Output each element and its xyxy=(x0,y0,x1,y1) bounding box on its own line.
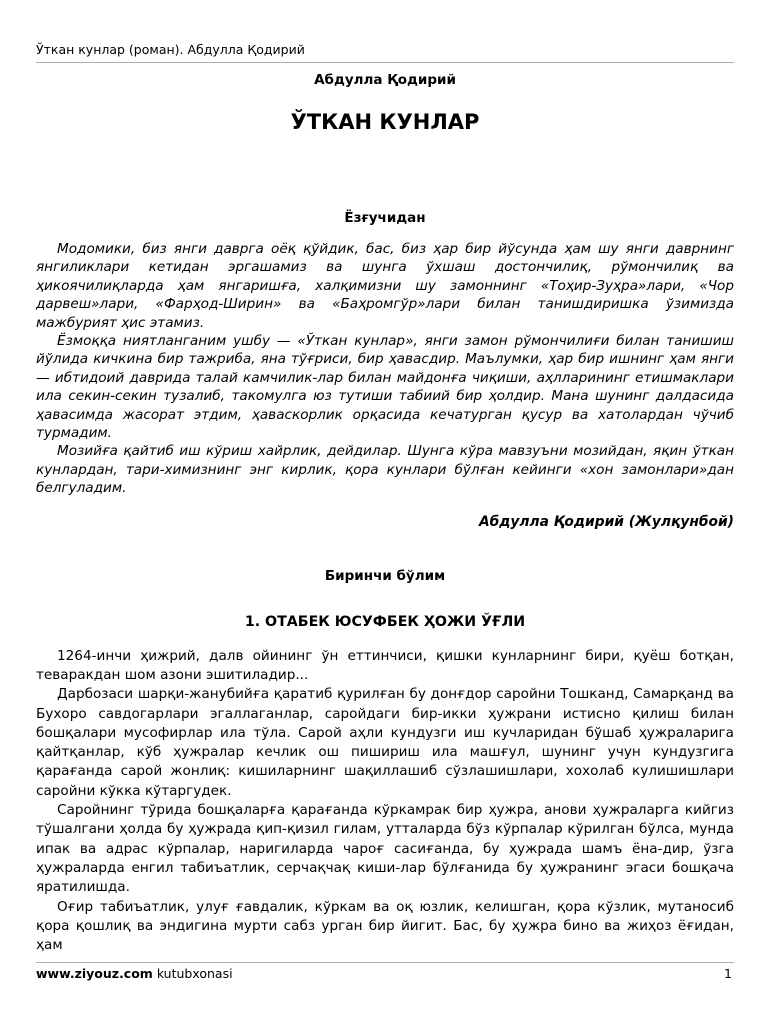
footer-source xyxy=(36,966,233,981)
author-signature: Абдулла Қодирий (Жулқунбой) xyxy=(478,513,734,530)
header-divider xyxy=(36,62,734,63)
preface-paragraph: Модомики, биз янги даврга оёқ қўйдик, бас, биз ҳар бир йўсунда ҳам шу янги даврнинг янгиликлари кетидан эргашамиз ва шунга ўхшаш достончилиқ, рўмончилиқ ва ҳикоячилиқларда ҳам янгаришға, халқимизни шу замоннинг «Тоҳир-Зуҳра»лари, «Чор дарвеш»лари, «Фарҳод-Ширин» ва «Баҳромгўр»лари билан танишдиришка ўзимизда мажбурият ҳис этамиз. xyxy=(36,241,734,331)
preface-text xyxy=(36,240,734,498)
chapter-paragraph: Саройнинг тўрида бошқаларға қарағанда кўркамрак бир ҳужра, анови ҳужраларга кийгиз тўшалгани ҳолда бу ҳужрада қип-қизил гилам, утталарда бўз кўрпалар кўрилган бўлса, мунда ипак ва адрас кўрпалар, наригиларда чароғ сасиғанда, бу ҳужрада шамъ ёна-дир, ўзга ҳужраларда енгил табиъатлик, серчақчақ киши-лар бўлғанида бу ҳужранинг эгаси бошқача яратилишда. xyxy=(36,802,734,896)
chapter-paragraph: Дарбозаси шарқи-жанубийға қаратиб қурилған бу донғдор саройни Тошканд, Самарқанд ва Бухоро савдогарлари эгаллаганлар, саройдаги бир-икки ҳужрани истисно қилиш билан бошқалари мусофирлар ила тўла. Сарой аҳли кундузги иш кучларидан бўшаб ҳужраларига қайтқанлар, кўб ҳужралар кечлик ош пишириш ила машғул, шунинг учун кундузгига қарағанда сарой жонлиқ: кишиларнинг шақиллашиб сўзлашишлари, хохолаб кулишишлари саройни кўкка кўтаргудек. xyxy=(36,686,734,799)
author-name: Абдулла Қодирий xyxy=(314,72,456,88)
footer-site-link[interactable]: www.ziyouz.com xyxy=(36,966,153,981)
chapter-text xyxy=(36,647,734,956)
chapter-heading: 1. ОТАБЕК ЮСУФБЕК ҲОЖИ ЎҒЛИ xyxy=(244,613,526,630)
preface-paragraph: Ёзмоққа ниятланганим ушбу — «Ўткан кунлар», янги замон рўмончилиғи билан танишиш йўлида кичкина бир тажриба, яна тўғриси, бир ҳавасдир. Маълумки, ҳар бир ишнинг ҳам янги — ибтидоий даврида талай камчилик-лар билан майдонға чиқиши, аҳлларининг етишмаклари ила секин-секин тузалиб, такомулга юз тутиши табиий бир ҳолдир. Мана шунинг далдасида ҳавасимда жасорат этдим, ҳаваскорлик орқасида кечатурган қусур ва хатолардан чўчиб турмадим. xyxy=(36,333,734,442)
document-body xyxy=(36,70,734,955)
chapter-paragraph: Оғир табиъатлик, улуғ ғавдалик, кўркам ва оқ юзлик, келишган, қора кўзлик, мутаносиб қора қошлиқ ва эндигина мурти сабз урган бир йигит. Бас, бу ҳужра бино ва жиҳоз ёғидан, ҳам xyxy=(36,898,734,954)
preface-heading: Ёзғучидан xyxy=(344,210,426,226)
chapter-paragraph: 1264-инчи ҳижрий, далв ойининг ўн еттинчиси, қишки кунларнинг бири, қуёш ботқан, теваракдан шом азони эшитиладир... xyxy=(36,647,734,683)
page-number: 1 xyxy=(724,966,732,981)
preface-paragraph: Мозийға қайтиб иш кўриш хайрлик, дейдилар. Шунга кўра мавзуъни мозийдан, яқин ўткан кунлардан, тари-химизнинг энг кирлик, қора кунлари бўлған кейинги «хон замонлари»дан белгуладим. xyxy=(36,443,734,497)
running-header: Ўткан кунлар (роман). Абдулла Қодирий xyxy=(36,42,305,57)
footer-divider xyxy=(36,962,734,963)
book-title: ЎТКАН КУНЛАР xyxy=(290,110,480,134)
footer-library-label: kutubxonasi xyxy=(152,966,233,981)
part-heading: Биринчи бўлим xyxy=(324,567,446,584)
